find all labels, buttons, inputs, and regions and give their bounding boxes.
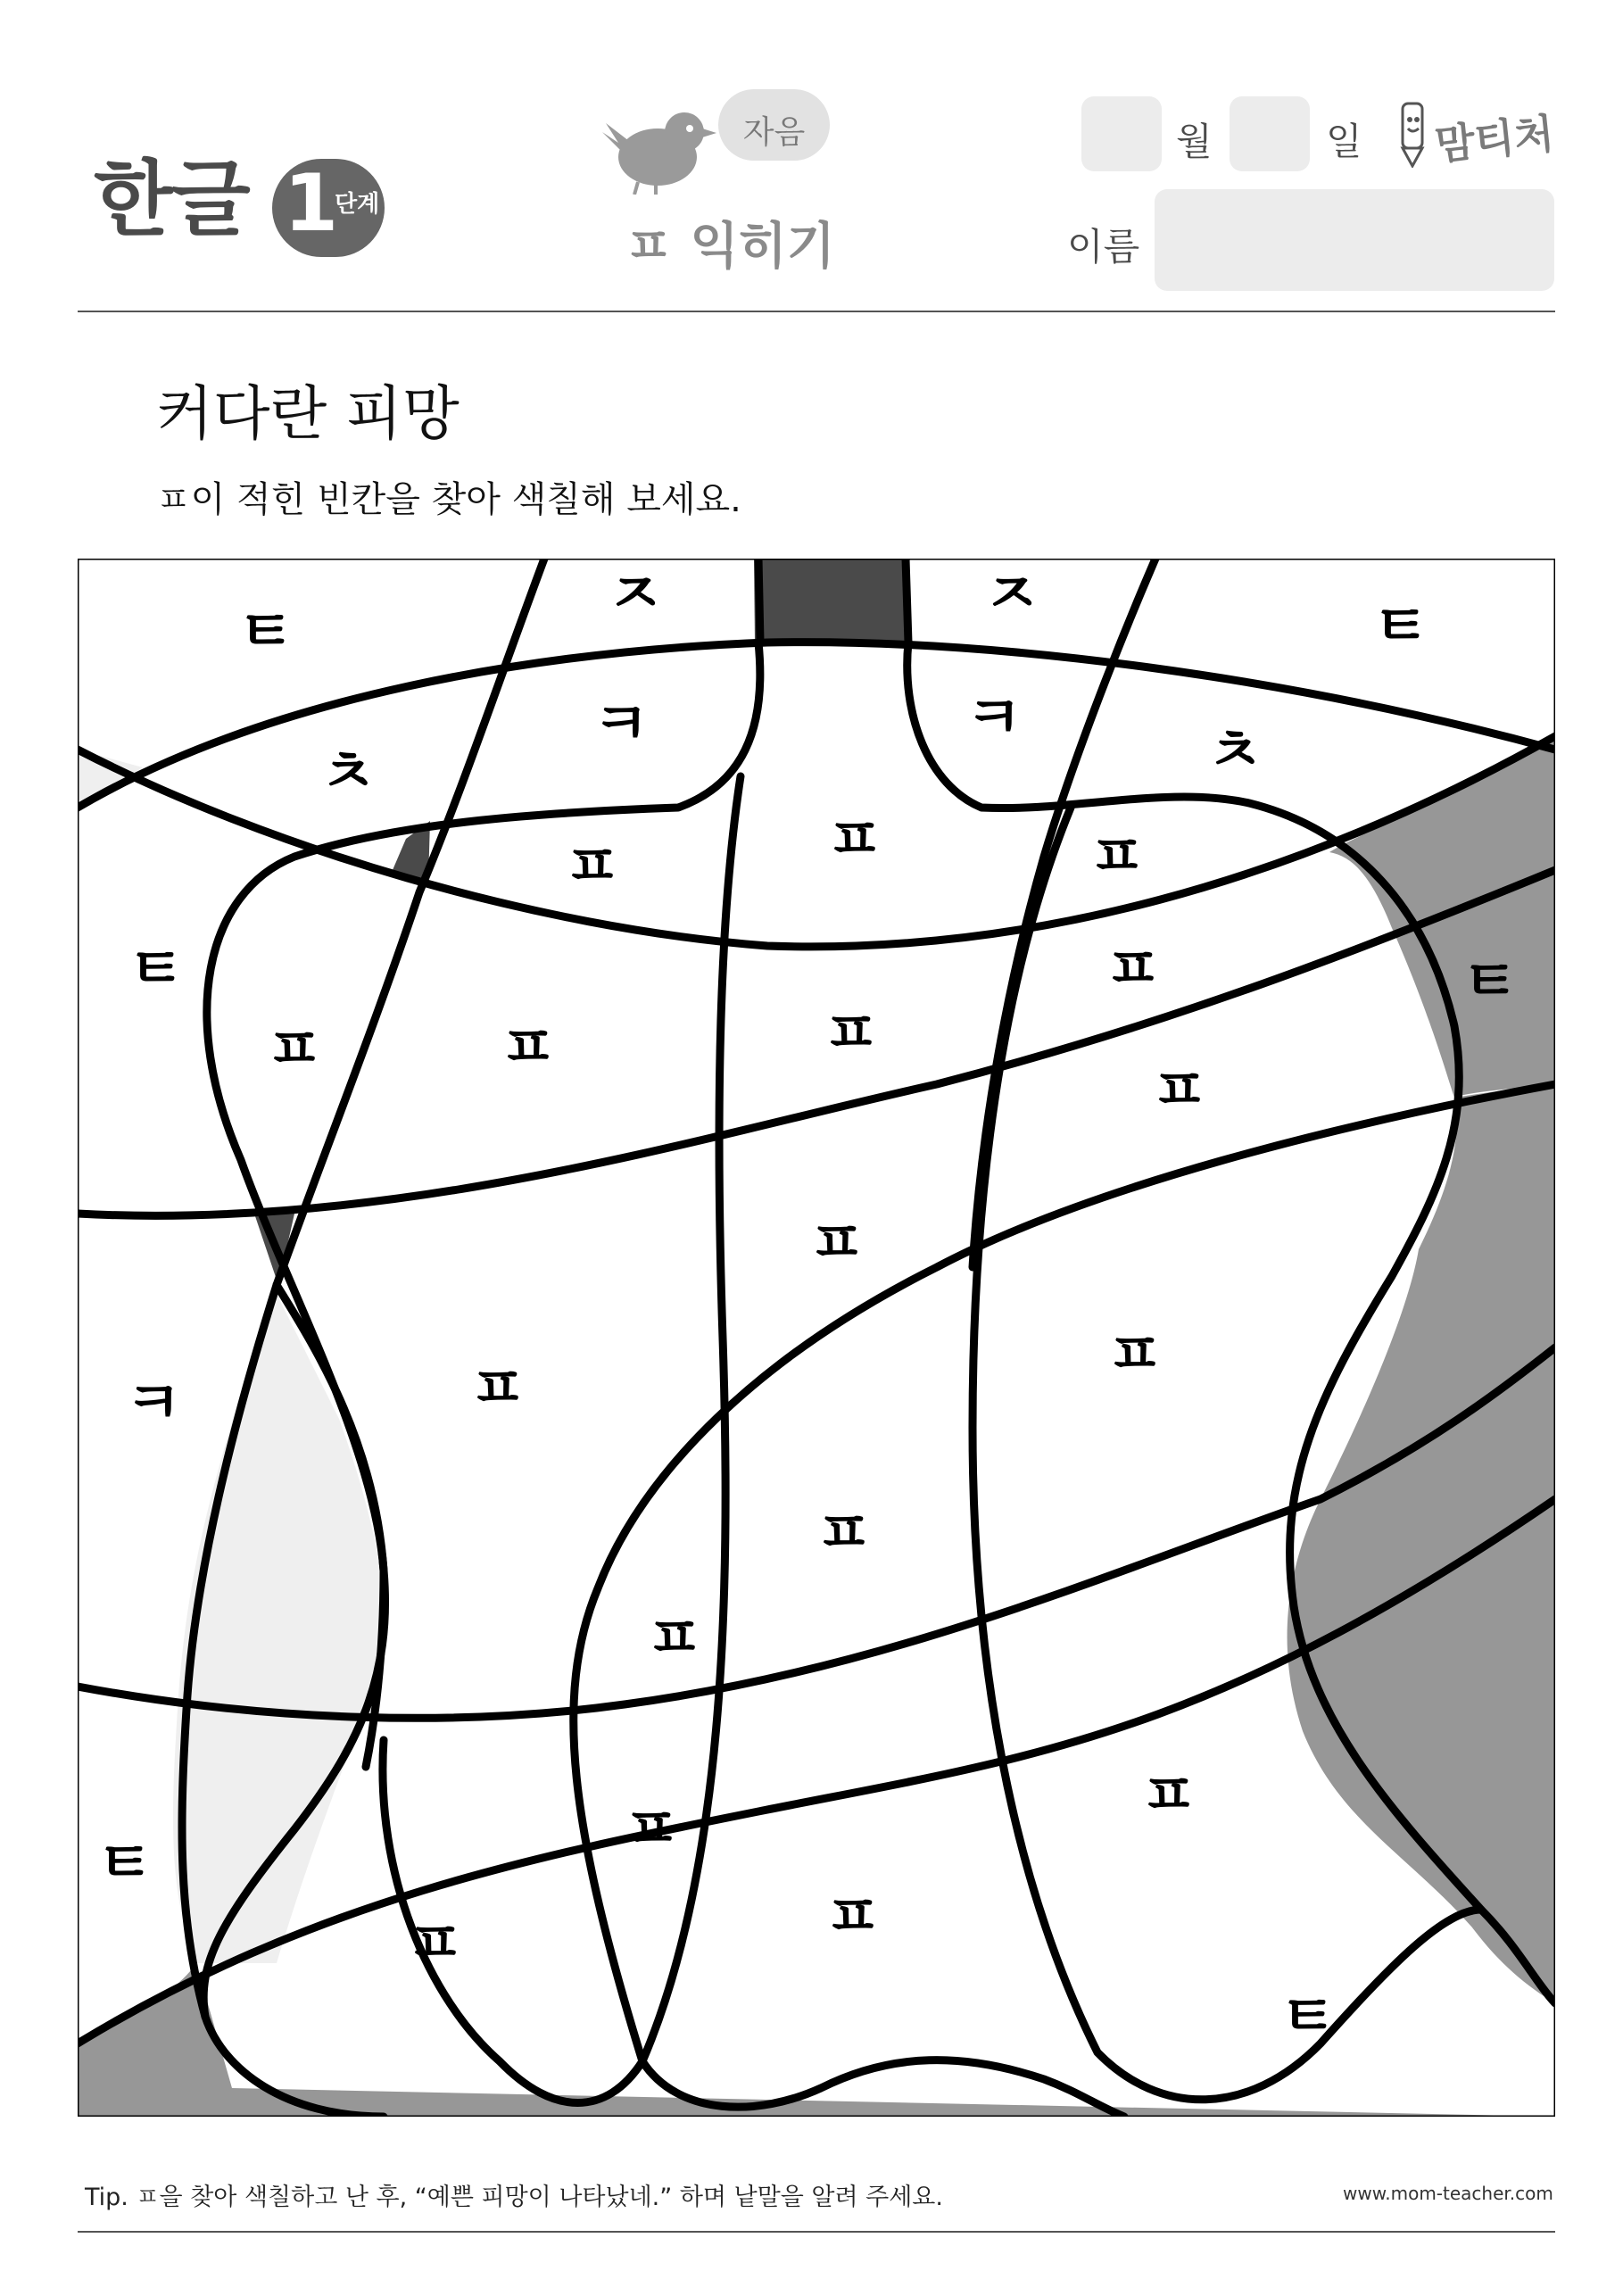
cell-letter: ㅋ (965, 683, 1023, 752)
footer-divider (78, 2231, 1555, 2233)
header-divider (78, 311, 1555, 312)
name-label: 이름 (1067, 225, 1140, 269)
logo-level-number: 1 (284, 157, 339, 249)
cell-letter: ㅍ (823, 999, 880, 1068)
cell-letter: ㅋ (125, 1368, 182, 1438)
cell-letter: ㅍ (646, 1604, 703, 1673)
footer-url[interactable]: www.mom-teacher.com (1343, 2183, 1553, 2204)
cell-letter: ㅍ (407, 1909, 464, 1978)
logo-level-suffix: 단계 (335, 191, 380, 218)
day-label: 일 (1326, 120, 1362, 163)
cell-letter: ㅈ (607, 559, 664, 629)
cell-letter: ㅍ (808, 1208, 865, 1278)
cell-letter: ㅌ (96, 1828, 153, 1898)
bird-icon (602, 105, 718, 195)
cell-letter: ㅍ (1151, 1056, 1208, 1125)
cell-letter: ㅍ (623, 1795, 680, 1864)
cell-letter: ㅋ (592, 689, 650, 758)
worksheet-instruction: ㅍ이 적힌 빈칸을 찾아 색칠해 보세요. (156, 479, 741, 520)
cell-letter: ㅍ (826, 805, 883, 874)
cell-letter: ㅍ (1106, 1320, 1163, 1389)
logo-text: 한글 (94, 152, 249, 247)
pencil-icon (1392, 96, 1437, 168)
worksheet-title: 커다란 피망 (156, 379, 460, 448)
category-pill-label: 자음 (742, 114, 806, 151)
cell-letter: ㅊ (1206, 717, 1263, 786)
cell-letter: ㅍ (816, 1498, 873, 1568)
cell-letter: ㅌ (1279, 1982, 1337, 2051)
cell-letter: ㅍ (500, 1013, 557, 1082)
name-field[interactable] (1155, 189, 1554, 291)
month-field[interactable] (1081, 96, 1162, 171)
cell-letter: ㅍ (266, 1015, 323, 1084)
lesson-subtitle: ㅍ 익히기 (625, 218, 835, 276)
cell-letter: ㅍ (1105, 934, 1162, 1004)
brand-text: 맘티처 (1432, 109, 1557, 170)
day-field[interactable] (1230, 96, 1310, 171)
cell-letter: ㅊ (319, 738, 377, 808)
cell-letter: ㅍ (564, 832, 621, 901)
cell-letter: ㅌ (237, 597, 294, 667)
month-label: 월 (1176, 120, 1213, 163)
footer-tip: Tip. ㅍ을 찾아 색칠하고 난 후, “예쁜 피망이 나타났네.” 하며 낱말을 알려 주세요. (85, 2184, 943, 2211)
cell-letter: ㅍ (824, 1882, 882, 1952)
cell-letter: ㅍ (469, 1354, 526, 1423)
cell-letter: ㅌ (1372, 592, 1429, 661)
cell-letter: ㅍ (1089, 822, 1146, 891)
cell-letter: ㅍ (1140, 1761, 1197, 1830)
cell-letter: ㅈ (983, 559, 1040, 629)
cell-letter: ㅌ (1462, 947, 1519, 1016)
cell-letter: ㅌ (128, 934, 185, 1004)
coloring-puzzle[interactable] (78, 559, 1555, 2117)
